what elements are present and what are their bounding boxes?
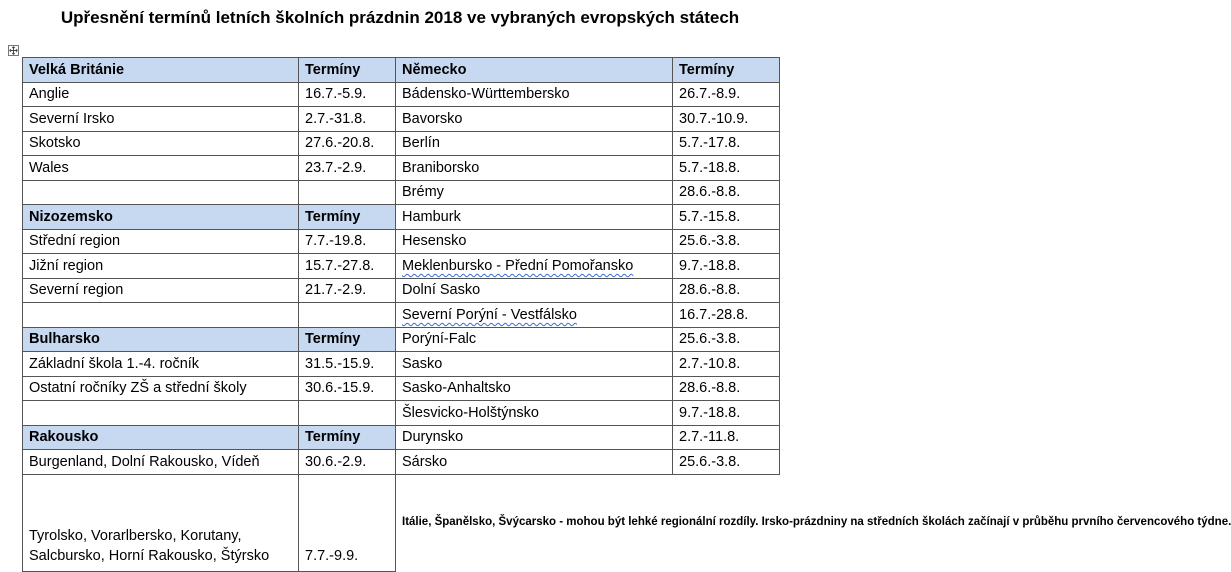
country-header-austria: Rakousko — [23, 425, 299, 450]
dates-cell: 5.7.-15.8. — [673, 205, 780, 230]
table-row — [23, 180, 780, 205]
dates-cell: 26.7.-8.9. — [673, 82, 780, 107]
dates-cell: 28.6.-8.8. — [673, 278, 780, 303]
country-header-germany: Německo — [396, 58, 673, 83]
country-header-netherlands: Nizozemsko — [23, 205, 299, 230]
table-row — [23, 58, 780, 83]
region-cell: Skotsko — [23, 131, 299, 156]
region-cell: Ostatní ročníky ZŠ a střední školy — [23, 376, 299, 401]
table-row — [23, 376, 780, 401]
region-cell — [23, 474, 299, 571]
dates-cell: 30.6.-2.9. — [299, 450, 396, 475]
region-text: Meklenbursko - Přední Pomořansko — [402, 257, 634, 274]
region-cell: Severní Irsko — [23, 107, 299, 132]
table-row — [23, 254, 780, 279]
table-row — [23, 474, 780, 571]
region-cell: Šlesvicko-Holštýnsko — [396, 401, 673, 426]
table-row — [23, 450, 780, 475]
dates-cell: 25.6.-3.8. — [673, 229, 780, 254]
country-header-uk: Velká Británie — [23, 58, 299, 83]
table-row — [23, 205, 780, 230]
dates-cell: 28.6.-8.8. — [673, 376, 780, 401]
table-row — [23, 229, 780, 254]
dates-cell: 9.7.-18.8. — [673, 254, 780, 279]
terms-header: Termíny — [299, 327, 396, 352]
dates-cell: 25.6.-3.8. — [673, 327, 780, 352]
dates-cell: 5.7.-18.8. — [673, 156, 780, 181]
dates-cell: 16.7.-28.8. — [673, 303, 780, 328]
terms-header: Termíny — [299, 425, 396, 450]
region-text: Tyrolsko, Vorarlbersko, Korutany, Salcbursko, Horní Rakousko, Štýrsko — [29, 527, 270, 565]
region-cell: Burgenland, Dolní Rakousko, Vídeň — [23, 450, 299, 475]
empty-cell — [23, 401, 299, 426]
dates-cell: 30.7.-10.9. — [673, 107, 780, 132]
dates-cell: 2.7.-11.8. — [673, 425, 780, 450]
region-cell: Porýní-Falc — [396, 327, 673, 352]
dates-cell: 2.7.-10.8. — [673, 352, 780, 377]
table-row — [23, 425, 780, 450]
table-row — [23, 156, 780, 181]
dates-text: 7.7.-9.9. — [305, 548, 359, 565]
region-cell: Střední region — [23, 229, 299, 254]
region-cell: Anglie — [23, 82, 299, 107]
dates-cell: 30.6.-15.9. — [299, 376, 396, 401]
region-cell: Brémy — [396, 180, 673, 205]
dates-cell: 28.6.-8.8. — [673, 180, 780, 205]
dates-cell: 27.6.-20.8. — [299, 131, 396, 156]
dates-cell: 25.6.-3.8. — [673, 450, 780, 475]
region-cell: Sársko — [396, 450, 673, 475]
terms-header: Termíny — [673, 58, 780, 83]
empty-cell — [23, 180, 299, 205]
empty-cell — [299, 180, 396, 205]
dates-cell: 23.7.-2.9. — [299, 156, 396, 181]
terms-header: Termíny — [299, 58, 396, 83]
region-cell — [396, 303, 673, 328]
note-text: Itálie, Španělsko, Švýcarsko - mohou být lehké regionální rozdíly. Irsko-prázdniny na středních školách začínají v průběhu prvního červencového týdne. — [402, 515, 1231, 528]
table-row — [23, 401, 780, 426]
dates-cell: 7.7.-19.8. — [299, 229, 396, 254]
dates-cell: 15.7.-27.8. — [299, 254, 396, 279]
table-row — [23, 327, 780, 352]
region-cell: Durynsko — [396, 425, 673, 450]
region-cell: Bavorsko — [396, 107, 673, 132]
region-cell: Hesensko — [396, 229, 673, 254]
region-cell — [396, 254, 673, 279]
table-row — [23, 107, 780, 132]
region-cell: Hamburk — [396, 205, 673, 230]
table-move-handle-icon[interactable] — [8, 45, 19, 56]
region-cell: Severní region — [23, 278, 299, 303]
dates-cell — [299, 474, 396, 571]
region-cell: Braniborsko — [396, 156, 673, 181]
note-cell — [396, 474, 1231, 571]
dates-cell: 2.7.-31.8. — [299, 107, 396, 132]
table-row — [23, 352, 780, 377]
table-row — [23, 131, 780, 156]
table-row — [23, 82, 780, 107]
terms-header: Termíny — [299, 205, 396, 230]
region-cell: Dolní Sasko — [396, 278, 673, 303]
holiday-table — [22, 57, 1231, 572]
region-cell: Bádensko-Württembersko — [396, 82, 673, 107]
empty-cell — [299, 303, 396, 328]
region-cell: Sasko-Anhaltsko — [396, 376, 673, 401]
dates-cell: 16.7.-5.9. — [299, 82, 396, 107]
dates-cell: 21.7.-2.9. — [299, 278, 396, 303]
dates-cell: 31.5.-15.9. — [299, 352, 396, 377]
country-header-bulgaria: Bulharsko — [23, 327, 299, 352]
region-cell: Sasko — [396, 352, 673, 377]
page-title: Upřesnění termínů letních školních prázdnin 2018 ve vybraných evropských státech — [60, 8, 740, 27]
dates-cell: 9.7.-18.8. — [673, 401, 780, 426]
empty-cell — [299, 401, 396, 426]
empty-cell — [23, 303, 299, 328]
region-cell: Jižní region — [23, 254, 299, 279]
region-cell: Základní škola 1.-4. ročník — [23, 352, 299, 377]
table-row — [23, 303, 780, 328]
region-cell: Berlín — [396, 131, 673, 156]
region-cell: Wales — [23, 156, 299, 181]
dates-cell: 5.7.-17.8. — [673, 131, 780, 156]
table-row — [23, 278, 780, 303]
region-text: Severní Porýní - Vestfálsko — [402, 306, 577, 323]
